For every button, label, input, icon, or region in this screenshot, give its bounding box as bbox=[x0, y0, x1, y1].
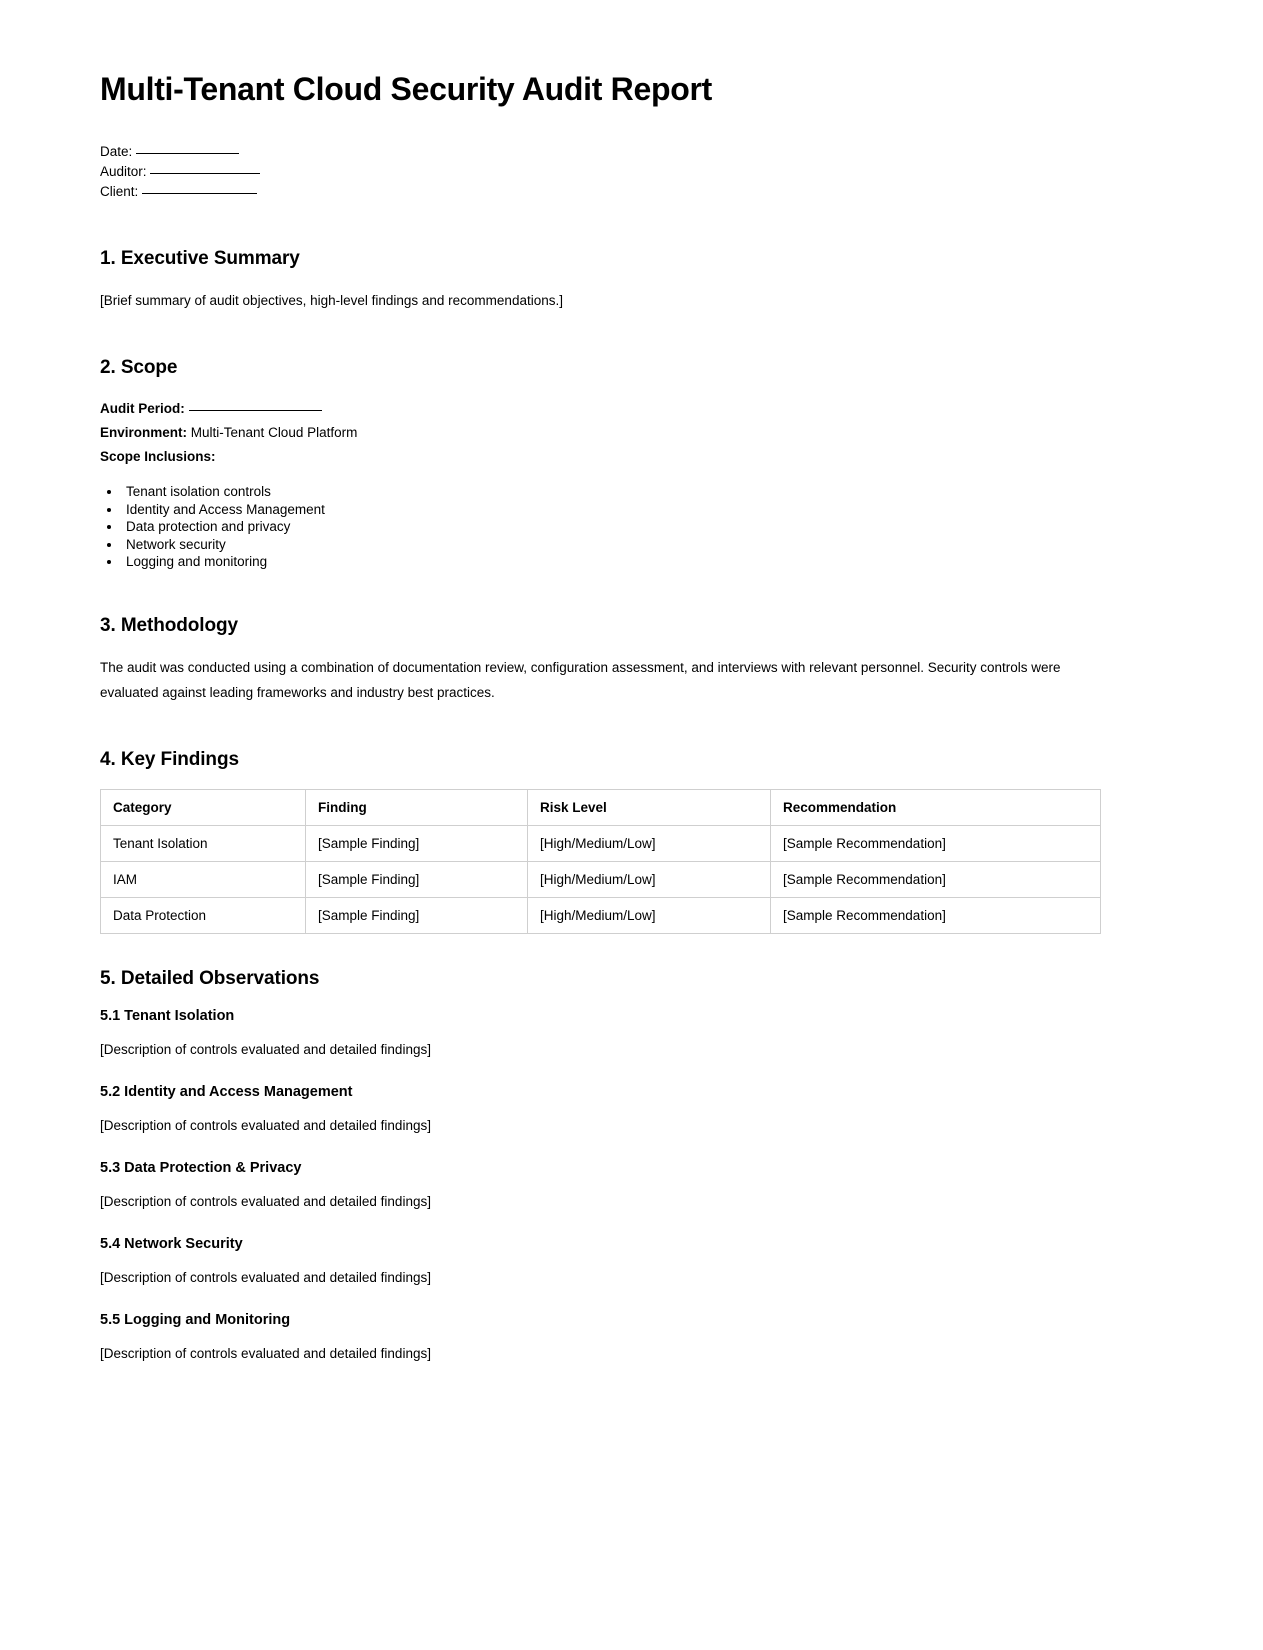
subsection-heading-data-protection-privacy: 5.3 Data Protection & Privacy bbox=[100, 1159, 302, 1176]
scope-audit-period-blank[interactable] bbox=[189, 410, 322, 411]
meta-auditor-blank[interactable] bbox=[150, 173, 260, 174]
meta-client-blank[interactable] bbox=[142, 193, 257, 194]
section-heading-executive-summary: 1. Executive Summary bbox=[100, 248, 300, 270]
section-heading-key-findings: 4. Key Findings bbox=[100, 748, 239, 770]
table-cell-risk-level: [High/Medium/Low] bbox=[528, 861, 771, 897]
subsection-heading-network-security: 5.4 Network Security bbox=[100, 1235, 243, 1252]
table-cell-finding: [Sample Finding] bbox=[306, 825, 528, 861]
subsection-body-logging-monitoring: [Description of controls evaluated and detailed findings] bbox=[100, 1345, 431, 1361]
section-heading-detailed-observations: 5. Detailed Observations bbox=[100, 967, 320, 989]
meta-date-blank[interactable] bbox=[136, 153, 239, 154]
meta-date-row bbox=[100, 142, 1163, 162]
scope-audit-period-label: Audit Period: bbox=[100, 401, 185, 417]
spacer bbox=[100, 571, 1163, 615]
table-cell-finding: [Sample Finding] bbox=[306, 897, 528, 933]
scope-inclusions-list bbox=[100, 483, 1163, 571]
subsection-body-network-security: [Description of controls evaluated and detailed findings] bbox=[100, 1269, 431, 1285]
table-cell-recommendation: [Sample Recommendation] bbox=[771, 825, 1101, 861]
table-cell-category: Data Protection bbox=[101, 897, 306, 933]
meta-date-label: Date: bbox=[100, 144, 133, 160]
table-cell-category: IAM bbox=[101, 861, 306, 897]
meta-client-label: Client: bbox=[100, 184, 139, 200]
list-item: • Identity and Access Management bbox=[122, 501, 1163, 519]
subsection-body-identity-access-management: [Description of controls evaluated and detailed findings] bbox=[100, 1117, 431, 1133]
subsection-heading-logging-monitoring: 5.5 Logging and Monitoring bbox=[100, 1311, 291, 1328]
table-row bbox=[101, 825, 1101, 861]
scope-environment-row bbox=[100, 421, 1163, 445]
list-item: • Logging and monitoring bbox=[122, 553, 1163, 571]
section-heading-methodology: 3. Methodology bbox=[100, 614, 238, 636]
subsection-heading-identity-access-management: 5.2 Identity and Access Management bbox=[100, 1083, 353, 1100]
subsection-heading-tenant-isolation: 5.1 Tenant Isolation bbox=[100, 1007, 235, 1024]
subsection-body-data-protection-privacy: [Description of controls evaluated and detailed findings] bbox=[100, 1193, 431, 1209]
spacer bbox=[100, 934, 1163, 968]
key-findings-table bbox=[100, 789, 1101, 934]
table-cell-recommendation: [Sample Recommendation] bbox=[771, 897, 1101, 933]
scope-audit-period-row bbox=[100, 397, 1163, 421]
list-item: • Data protection and privacy bbox=[122, 518, 1163, 536]
scope-environment-value: Multi-Tenant Cloud Platform bbox=[190, 425, 358, 441]
table-cell-risk-level: [High/Medium/Low] bbox=[528, 897, 771, 933]
table-column-header-category: Category bbox=[101, 789, 306, 825]
table-column-header-recommendation: Recommendation bbox=[771, 789, 1101, 825]
table-column-header-finding: Finding bbox=[306, 789, 528, 825]
table-cell-recommendation: [Sample Recommendation] bbox=[771, 861, 1101, 897]
table-column-header-risk-level: Risk Level bbox=[528, 789, 771, 825]
section-heading-scope: 2. Scope bbox=[100, 357, 178, 379]
subsection-body-tenant-isolation: [Description of controls evaluated and detailed findings] bbox=[100, 1041, 431, 1057]
table-row bbox=[101, 861, 1101, 897]
methodology-body: The audit was conducted using a combination of documentation review, configuration assessment, and interviews with relevant personnel. Security controls were evaluated against leading frameworks and industry best practices. bbox=[100, 659, 1061, 700]
meta-client-row bbox=[100, 182, 1163, 202]
list-item: • Tenant isolation controls bbox=[122, 483, 1163, 501]
table-cell-category: Tenant Isolation bbox=[101, 825, 306, 861]
spacer bbox=[100, 705, 1163, 749]
scope-inclusions-row bbox=[100, 445, 1163, 469]
page-title: Multi-Tenant Cloud Security Audit Report bbox=[100, 71, 712, 107]
list-item: • Network security bbox=[122, 536, 1163, 554]
table-header-row bbox=[101, 789, 1101, 825]
executive-summary-body: [Brief summary of audit objectives, high-level findings and recommendations.] bbox=[100, 293, 563, 309]
table-row bbox=[101, 897, 1101, 933]
meta-auditor-label: Auditor: bbox=[100, 164, 147, 180]
table-cell-risk-level: [High/Medium/Low] bbox=[528, 825, 771, 861]
scope-environment-label: Environment: bbox=[100, 425, 188, 441]
meta-auditor-row bbox=[100, 162, 1163, 182]
document-meta bbox=[100, 142, 1163, 202]
scope-inclusions-label: Scope Inclusions: bbox=[100, 449, 216, 465]
table-cell-finding: [Sample Finding] bbox=[306, 861, 528, 897]
spacer bbox=[100, 313, 1163, 357]
